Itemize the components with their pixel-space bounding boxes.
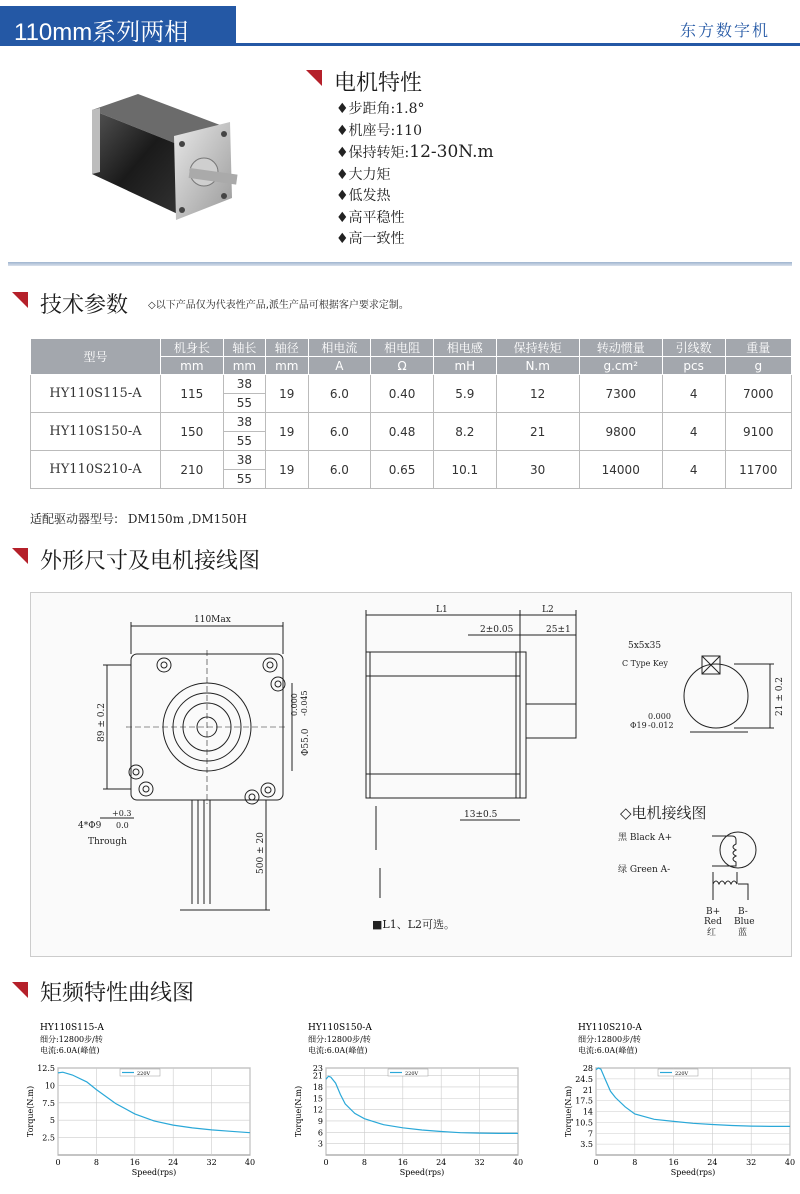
chart-title: HY110S150-A — [308, 1023, 372, 1033]
dim-hole-tol-up: +0.3 — [112, 809, 132, 818]
x-tick-label: 40 — [512, 1158, 524, 1167]
key-size: 5x5x35 — [628, 641, 662, 651]
wire-bminus: B- — [738, 907, 748, 917]
chart-subtitle: 细分:12800步/转 — [308, 1035, 371, 1044]
key-dia-dn: -0.012 — [648, 721, 674, 730]
feature-item: ♦低发热 — [336, 188, 391, 204]
x-axis-label: Speed(rps) — [399, 1168, 445, 1177]
col-header: 型号 — [31, 339, 161, 375]
torque-value: 12-30N.m — [409, 142, 494, 162]
feature-item: ♦机座号:110 — [336, 122, 422, 139]
y-tick-label: 5 — [49, 1116, 55, 1126]
table-row: HY110S150-A 150 38 19 6.0 0.48 8.2 21 9800 4 9100 — [31, 413, 792, 432]
chart-subtitle: 电流:6.0A(峰值) — [308, 1046, 368, 1055]
y-tick-label: 18 — [312, 1082, 323, 1092]
wire-bplus: B+ — [706, 907, 721, 917]
x-tick-label: 8 — [361, 1158, 367, 1167]
dim-boss-tol-up: 0.000 — [290, 693, 299, 716]
y-tick-label: 2.5 — [42, 1133, 55, 1143]
header-rule — [236, 43, 800, 46]
dim-l1: L1 — [436, 605, 448, 615]
wire-red-cn: 红 — [707, 928, 717, 938]
y-tick-label: 9 — [317, 1116, 323, 1126]
dim-height: 89 ± 0.2 — [97, 702, 107, 742]
x-tick-label: 16 — [397, 1158, 408, 1167]
unit-header: g — [725, 357, 792, 375]
section-marker — [12, 548, 28, 564]
y-tick-label: 15 — [312, 1094, 323, 1104]
dim-boss: Φ55.0 — [301, 728, 311, 756]
x-tick-label: 0 — [593, 1158, 599, 1167]
dim-c: 13±0.5 — [464, 810, 498, 820]
driver-line — [30, 510, 247, 527]
col-header: 重量 — [725, 339, 792, 357]
key-type: C Type Key — [622, 659, 668, 668]
unit-header: Ω — [371, 357, 434, 375]
y-tick-label: 3.5 — [580, 1140, 593, 1150]
curves-title: 矩频特性曲线图 — [40, 981, 195, 1006]
x-tick-label: 8 — [632, 1158, 638, 1167]
col-header: 引线数 — [662, 339, 725, 357]
x-tick-label: 8 — [93, 1158, 99, 1167]
wire-blue-cn: 蓝 — [738, 928, 748, 938]
unit-header: N.m — [496, 357, 579, 375]
x-tick-label: 40 — [244, 1158, 256, 1167]
wire-green: 绿 Green A- — [618, 865, 671, 875]
y-tick-label: 10.5 — [575, 1118, 593, 1128]
plot-area — [326, 1068, 518, 1155]
x-tick-label: 24 — [707, 1158, 718, 1167]
col-header: 机身长 — [161, 339, 224, 357]
y-tick-label: 17.5 — [575, 1096, 593, 1106]
dim-boss-tol-dn: -0.045 — [300, 690, 309, 716]
x-tick-label: 24 — [436, 1158, 447, 1167]
y-tick-label: 12.5 — [37, 1064, 55, 1073]
table-row: HY110S115-A 115 38 19 6.0 0.40 5.9 12 7300 4 7000 — [31, 375, 792, 394]
col-header: 转动惯量 — [579, 339, 662, 357]
chart-subtitle: 细分:12800步/转 — [578, 1035, 641, 1044]
unit-header: mH — [433, 357, 496, 375]
unit-header: mm — [266, 357, 308, 375]
features-list — [336, 99, 494, 251]
col-header: 相电阻 — [371, 339, 434, 357]
plot-area — [58, 1068, 250, 1155]
col-header: 相电流 — [308, 339, 371, 357]
x-axis-label: Speed(rps) — [670, 1168, 716, 1177]
legend-label: 220V — [137, 1071, 151, 1077]
x-tick-label: 0 — [55, 1158, 61, 1167]
col-header: 相电感 — [433, 339, 496, 357]
option-note: ■L1、L2可选。 — [372, 918, 455, 931]
x-tick-label: 16 — [668, 1158, 679, 1167]
unit-header: A — [308, 357, 371, 375]
wire-red: Red — [704, 917, 722, 927]
motor-photo — [78, 88, 248, 238]
brand-name: 东方数字机 — [679, 21, 770, 40]
feature-item: ♦大力矩 — [336, 166, 391, 183]
x-tick-label: 32 — [206, 1158, 217, 1167]
unit-header: mm — [161, 357, 224, 375]
params-note: ◇以下产品仅为代表性产品,派生产品可根据客户要求定制。 — [148, 300, 409, 311]
dim-width: 110Max — [194, 615, 231, 625]
key-dia-up: 0.000 — [648, 712, 671, 721]
y-tick-label: 7.5 — [42, 1098, 55, 1108]
series-title: 110mm系列两相 — [0, 6, 236, 46]
legend-label: 220V — [405, 1071, 419, 1077]
feature-item: ♦高一致性 — [336, 231, 405, 247]
dim-hole: 4*Φ9 — [78, 821, 102, 831]
y-tick-label: 6 — [317, 1128, 323, 1138]
driver-label: 适配驱动器型号: — [30, 512, 119, 526]
x-tick-label: 0 — [323, 1158, 329, 1167]
y-tick-label: 10 — [44, 1081, 55, 1091]
wiring-title: ◇电机接线图 — [620, 804, 707, 822]
section-marker — [12, 982, 28, 998]
torque-charts — [0, 1018, 800, 1194]
wire-blue: Blue — [734, 917, 755, 927]
y-axis-label: Torque(N.m) — [26, 1085, 35, 1138]
unit-header: mm — [223, 357, 265, 375]
dim-through: Through — [88, 837, 127, 847]
x-tick-label: 32 — [474, 1158, 485, 1167]
y-tick-label: 21 — [312, 1071, 323, 1081]
section-marker — [306, 70, 322, 86]
x-axis-label: Speed(rps) — [131, 1168, 177, 1177]
table-row: HY110S210-A 210 38 19 6.0 0.65 10.1 30 14000 4 11700 — [31, 451, 792, 470]
feature-item: ♦高平稳性 — [336, 209, 405, 226]
chart-title: HY110S210-A — [578, 1023, 642, 1033]
col-header: 保持转矩 — [496, 339, 579, 357]
col-header: 轴径 — [266, 339, 308, 357]
x-tick-label: 24 — [168, 1158, 179, 1167]
col-header: 轴长 — [223, 339, 265, 357]
params-title: 技术参数 — [40, 293, 129, 318]
dim-hole-tol-dn: 0.0 — [116, 821, 129, 830]
dim-b: 25±1 — [546, 625, 571, 635]
chart-title: HY110S115-A — [40, 1023, 104, 1033]
y-tick-label: 21 — [582, 1085, 593, 1095]
unit-header: g.cm² — [579, 357, 662, 375]
dim-a: 2±0.05 — [480, 625, 514, 635]
key-dia: Φ19 — [630, 721, 647, 730]
driver-value: DM150m ,DM150H — [127, 512, 247, 526]
y-axis-label: Torque(N.m) — [564, 1085, 573, 1138]
y-tick-label: 7 — [587, 1129, 593, 1139]
dimension-drawing — [30, 592, 792, 957]
features-title: 电机特性 — [334, 71, 423, 96]
y-tick-label: 28 — [582, 1064, 593, 1073]
y-axis-label: Torque(N.m) — [294, 1085, 303, 1138]
x-tick-label: 40 — [784, 1158, 796, 1167]
x-tick-label: 16 — [129, 1158, 140, 1167]
unit-header: pcs — [662, 357, 725, 375]
section-marker — [12, 292, 28, 308]
chart-subtitle: 电流:6.0A(峰值) — [40, 1046, 100, 1055]
dim-l2: L2 — [542, 605, 554, 615]
y-tick-label: 14 — [582, 1107, 593, 1117]
section-divider — [8, 262, 792, 266]
chart-subtitle: 细分:12800步/转 — [40, 1035, 103, 1044]
key-height: 21 ± 0.2 — [775, 676, 785, 716]
dim-lead: 500 ± 20 — [256, 832, 266, 874]
wire-black: 黑 Black A+ — [618, 833, 673, 843]
y-tick-label: 3 — [317, 1139, 323, 1149]
y-tick-label: 12 — [312, 1105, 323, 1115]
x-tick-label: 32 — [746, 1158, 757, 1167]
feature-item: ♦保持转矩:12-30N.m — [336, 142, 494, 162]
legend-label: 220V — [675, 1071, 689, 1077]
feature-item: ♦步距角:1.8° — [336, 101, 425, 117]
y-tick-label: 23 — [312, 1064, 323, 1073]
chart-subtitle: 电流:6.0A(峰值) — [578, 1046, 638, 1055]
dims-title: 外形尺寸及电机接线图 — [40, 549, 261, 574]
params-table: 型号 机身长 轴长 轴径 相电流 相电阻 相电感 保持转矩 转动惯量 引线数 重量 mm mm mm A Ω mH N.m g.cm² pcs g HY110S115-A 115 38 19 6.0 0.40 5.9 12 7300 4 7000 55 HY110S150-A 150 38 19 6.0 0.48 8.2 21 9800 4 9100 55 HY110S210-A 210 38 19 6.0 0.65 10.1 30 14000 4 11700 55 — [30, 338, 792, 489]
y-tick-label: 24.5 — [575, 1074, 593, 1084]
